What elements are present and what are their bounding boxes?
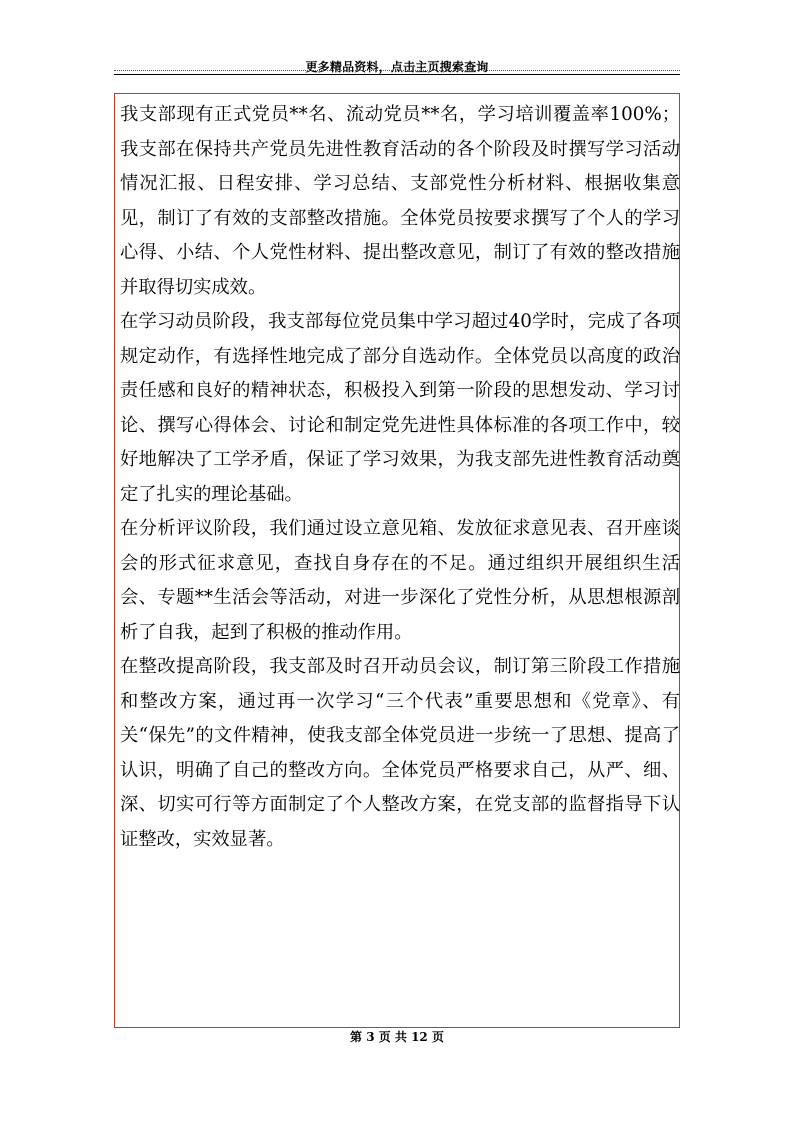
document-body xyxy=(120,98,680,857)
page-number-footer: 第 3 页 共 12 页 xyxy=(350,1030,444,1044)
body-paragraph: 在学习动员阶段，我支部每位党员集中学习超过40学时，完成了各项规定动作，有选择性地完成了部分自选动作。全体党员以高度的政治责任感和良好的精神状态，积极投入到第一阶段的思想发动、学习讨论、撰写心得体会、讨论和制定党先进性具体标准的各项工作中，较好地解决了工学矛盾，保证了学习效果，为我支部先进性教育活动奠定了扎实的理论基础。 xyxy=(120,311,680,505)
header-rule xyxy=(114,74,680,75)
body-paragraph: 在分析评议阶段，我们通过设立意见箱、发放征求意见表、召开座谈会的形式征求意见，查找自身存在的不足。通过组织开展组织生活会、专题**生活会等活动，对进一步深化了党性分析，从思想根源剖析了自我，起到了积极的推动作用。 xyxy=(120,518,680,643)
page-header: 更多精品资料，点击主页搜索查询 xyxy=(305,60,489,74)
header-dotted-rule xyxy=(114,70,680,71)
body-paragraph: 我支部现有正式党员**名、流动党员**名，学习培训覆盖率100%；我支部在保持共产党员先进性教育活动的各个阶段及时撰写学习活动情况汇报、日程安排、学习总结、支部党性分析材料、根据收集意见，制订了有效的支部整改措施。全体党员按要求撰写了个人的学习心得、小结、个人党性材料、提出整改意见，制订了有效的整改措施并取得切实成效。 xyxy=(120,104,680,298)
body-paragraph: 在整改提高阶段，我支部及时召开动员会议，制订第三阶段工作措施和整改方案，通过再一次学习“三个代表”重要思想和《党章》、有关“保先”的文件精神，使我支部全体党员进一步统一了思想、提高了认识，明确了自己的整改方向。全体党员严格要求自己，从严、细、深、切实可行等方面制定了个人整改方案，在党支部的监督指导下认证整改，实效显著。 xyxy=(120,656,680,850)
